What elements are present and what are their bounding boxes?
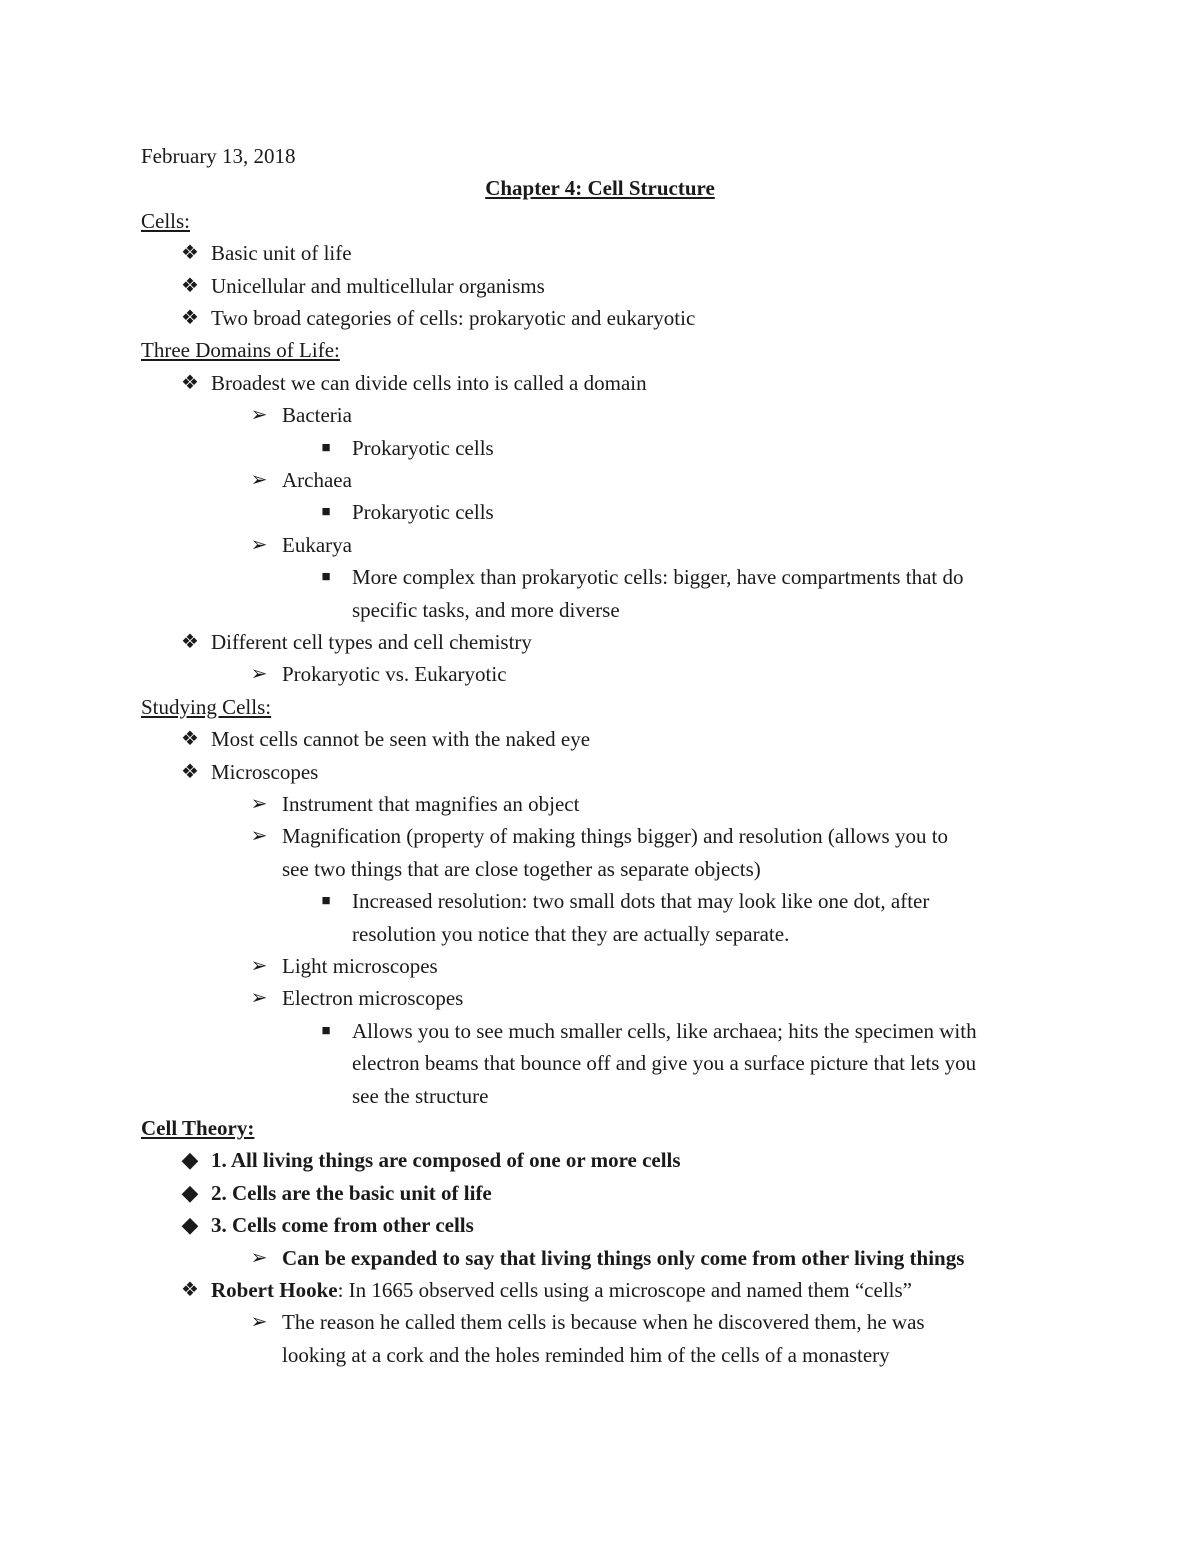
list-item-text: 2. Cells are the basic unit of life xyxy=(211,1180,492,1205)
square-bullet-icon: ■ xyxy=(321,893,331,910)
square-bullet-icon: ■ xyxy=(321,504,331,521)
list-item-text: Prokaryotic cells xyxy=(352,500,494,525)
list-item-text: More complex than prokaryotic cells: bigger, have compartments that do xyxy=(352,565,964,590)
list-item-text xyxy=(211,1274,912,1306)
list-item-text: Prokaryotic cells xyxy=(352,435,494,460)
list-item-text: Increased resolution: two small dots that may look like one dot, after xyxy=(352,889,930,914)
cross-bullet-icon: ❖ xyxy=(181,760,199,783)
arrow-bullet-icon: ➢ xyxy=(250,793,268,815)
section-heading: Cells: xyxy=(141,208,191,233)
arrow-bullet-icon: ➢ xyxy=(250,1246,268,1269)
arrow-bullet-icon: ➢ xyxy=(250,469,268,491)
list-item-continuation: see the structure xyxy=(352,1083,489,1108)
list-item-text: The reason he called them cells is because when he discovered them, he was xyxy=(282,1310,925,1335)
section-heading: Three Domains of Life: xyxy=(141,338,340,363)
list-item-text: Light microscopes xyxy=(282,954,438,978)
list-item-continuation: electron beams that bounce off and give you a surface picture that lets you xyxy=(352,1051,977,1076)
diamond-bullet-icon: ◆ xyxy=(181,1147,199,1173)
list-item-continuation: resolution you notice that they are actually separate. xyxy=(352,921,790,946)
list-item-continuation: see two things that are close together as separate objects) xyxy=(282,856,761,881)
list-item-text: Magnification (property of making things bigger) and resolution (allows you to xyxy=(282,824,949,849)
arrow-bullet-icon: ➢ xyxy=(250,663,268,686)
document-date: February 13, 2018 xyxy=(141,144,296,168)
cross-bullet-icon: ❖ xyxy=(181,274,199,297)
cross-bullet-icon: ❖ xyxy=(181,728,199,751)
list-item-text-rest: : In 1665 observed cells using a microscope and named them “cells” xyxy=(337,1278,912,1302)
list-item-text: Can be expanded to say that living things only come from other living things xyxy=(282,1245,965,1270)
arrow-bullet-icon: ➢ xyxy=(250,404,268,427)
arrow-bullet-icon: ➢ xyxy=(250,1311,268,1334)
list-item-text: Most cells cannot be seen with the naked eye xyxy=(211,727,591,752)
list-item-continuation: specific tasks, and more diverse xyxy=(352,597,620,622)
person-name: Robert Hooke xyxy=(211,1278,338,1302)
cross-bullet-icon: ❖ xyxy=(181,371,199,394)
list-item-text: 3. Cells come from other cells xyxy=(211,1213,474,1238)
list-item-text: Basic unit of life xyxy=(211,241,352,266)
list-item-text: Eukarya xyxy=(282,532,352,557)
cross-bullet-icon: ❖ xyxy=(181,307,199,329)
list-item-text: Different cell types and cell chemistry xyxy=(211,630,532,654)
section-heading: Studying Cells: xyxy=(141,694,272,719)
square-bullet-icon: ■ xyxy=(321,439,331,456)
cross-bullet-icon: ❖ xyxy=(181,1279,199,1301)
section-heading: Cell Theory: xyxy=(141,1116,255,1140)
list-item-text: Microscopes xyxy=(211,759,319,784)
diamond-bullet-icon: ◆ xyxy=(181,1179,199,1205)
arrow-bullet-icon: ➢ xyxy=(250,825,268,848)
list-item-text: Broadest we can divide cells into is called a domain xyxy=(211,370,647,395)
list-item-text: Prokaryotic vs. Eukaryotic xyxy=(282,662,507,687)
document-title: Chapter 4: Cell Structure xyxy=(485,176,715,201)
list-item-text: Archaea xyxy=(282,468,352,492)
diamond-bullet-icon: ◆ xyxy=(181,1212,199,1238)
list-item-text: Allows you to see much smaller cells, like archaea; hits the specimen with xyxy=(352,1018,977,1043)
cross-bullet-icon: ❖ xyxy=(181,242,199,265)
list-item-text: Electron microscopes xyxy=(282,986,464,1011)
cross-bullet-icon: ❖ xyxy=(181,631,199,653)
list-item-continuation: looking at a cork and the holes reminded him of the cells of a monastery xyxy=(282,1342,890,1367)
arrow-bullet-icon: ➢ xyxy=(250,955,268,977)
list-item-text: Instrument that magnifies an object xyxy=(282,792,580,816)
square-bullet-icon: ■ xyxy=(321,569,331,586)
list-item-text: 1. All living things are composed of one or more cells xyxy=(211,1148,681,1173)
list-item-text: Bacteria xyxy=(282,403,352,428)
arrow-bullet-icon: ➢ xyxy=(250,987,268,1010)
square-bullet-icon: ■ xyxy=(321,1022,331,1039)
list-item-text: Two broad categories of cells: prokaryotic and eukaryotic xyxy=(211,306,696,330)
arrow-bullet-icon: ➢ xyxy=(250,533,268,556)
list-item-text: Unicellular and multicellular organisms xyxy=(211,273,545,298)
